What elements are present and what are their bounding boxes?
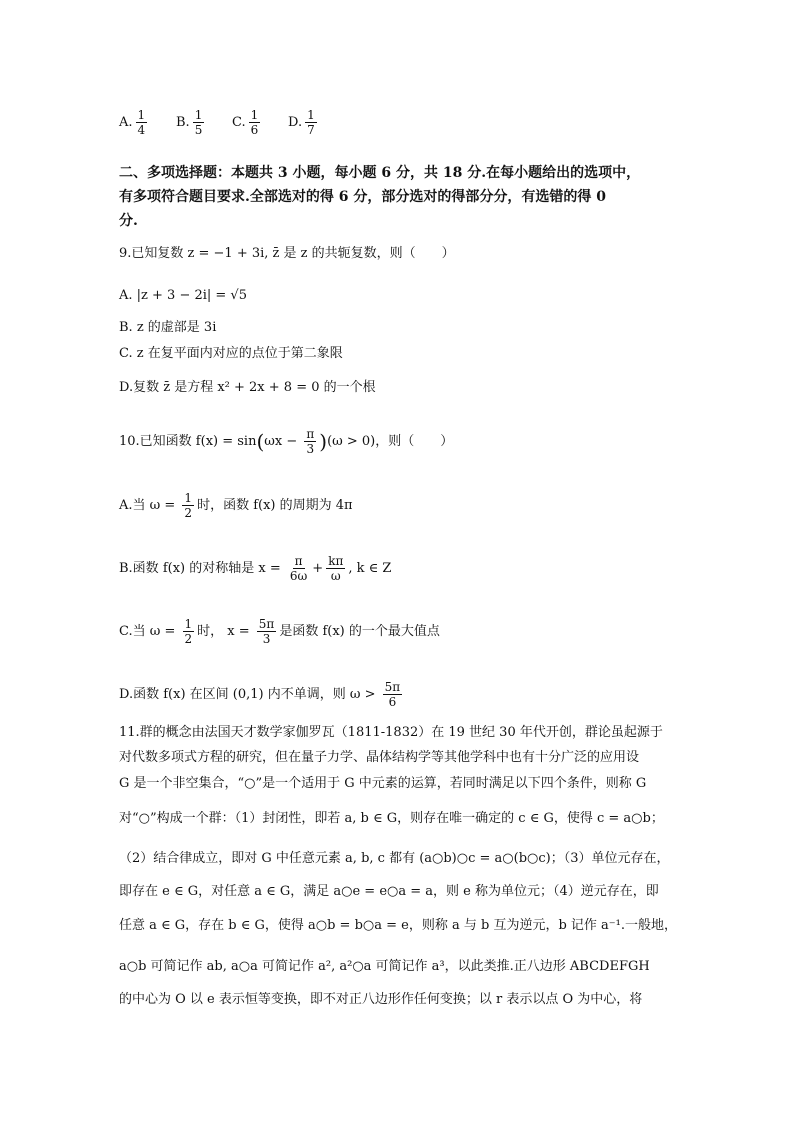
q9-option-a: A. |z + 3 − 2i| = √5 — [119, 288, 247, 303]
q8-option-b: B. $\frac{1}{5}$ — [176, 108, 203, 137]
q11-line-4: 对“○”构成一个群：（1）封闭性，即若 a, b ∈ G，则存在唯一确定的 c ∈ G，使得 c = a○b； — [119, 811, 664, 826]
q9-stem: 9.已知复数 z = −1 + 3i, z̄ 是 z 的共轭复数，则（ ） — [119, 246, 455, 261]
q10-stem: 10.已知函数 f(x) = sin(ωx − $\frac{\pi}{3}$ )(ω > 0)，则（ ） — [119, 427, 454, 456]
q9-option-b: B. z 的虚部是 3i — [119, 320, 217, 335]
q11-line-3: G 是一个非空集合，“○”是一个适用于 G 中元素的运算，若同时满足以下四个条件，则称 G — [119, 776, 647, 791]
q11-line-2: 对代数多项式方程的研究，但在量子力学、晶体结构学等其他学科中也有十分广泛的应用设 — [119, 750, 640, 765]
q8-option-d: D. $\frac{1}{7}$ — [288, 108, 315, 137]
q10-option-c: C.当 ω = $\frac{1}{2}$ 时， x = $\frac{5\pi}{3}$ 是函数 f(x) 的一个最大值点 — [119, 617, 440, 646]
q11-line-7: 任意 a ∈ G，存在 b ∈ G，使得 a○b = b○a = e，则称 a 与 b 互为逆元，b 记作 a⁻¹.一般地， — [119, 918, 677, 933]
fraction: $\frac{1}{5}$ — [194, 108, 203, 137]
q9-option-c: C. z 在复平面内对应的点位于第二象限 — [119, 346, 343, 361]
fraction: $\frac{1}{7}$ — [307, 108, 315, 137]
fraction: $\frac{1}{6}$ — [250, 108, 259, 137]
section-heading-line-3: 分. — [119, 213, 138, 229]
q11-line-1: 11.群的概念由法国天才数学家伽罗瓦（1811-1832）在 19 世纪 30 年代开创，群论虽起源于 — [119, 725, 663, 740]
q8-option-c: C. $\frac{1}{6}$ — [232, 108, 259, 137]
q10-option-a: A.当 ω = $\frac{1}{2}$ 时，函数 f(x) 的周期为 4π — [119, 491, 353, 520]
q10-option-d: D.函数 f(x) 在区间 (0,1) 内不单调，则 ω > $\frac{5\pi}{6}$ — [119, 680, 401, 709]
section-heading-line-1: 二、多项选择题：本题共 3 小题，每小题 6 分，共 18 分.在每小题给出的选项中， — [119, 165, 641, 181]
q11-line-6: 即存在 e ∈ G，对任意 a ∈ G，满足 a○e = e○a = a，则 e 称为单位元；（4）逆元存在，即 — [119, 884, 659, 899]
q11-line-5: （2）结合律成立，即对 G 中任意元素 a, b, c 都有 (a○b)○c = a○(b○c)；（3）单位元存在， — [119, 851, 670, 866]
q11-line-9: 的中心为 O 以 e 表示恒等变换，即不对正八边形作任何变换；以 r 表示以点 O 为中心，将 — [119, 992, 643, 1007]
q9-option-d: D.复数 z̄ 是方程 x² + 2x + 8 = 0 的一个根 — [119, 380, 376, 395]
fraction: $\frac{1}{4}$ — [137, 108, 146, 137]
q10-option-b: B.函数 f(x) 的对称轴是 x = $\frac{\pi}{6\omega}$ + $\frac{k\pi}{\omega}$ , k ∈ Z — [119, 554, 392, 583]
q11-line-8: a○b 可简记作 ab, a○a 可简记作 a², a²○a 可简记作 a³，以此类推.正八边形 ABCDEFGH — [119, 959, 650, 974]
section-heading-line-2: 有多项符合题目要求.全部选对的得 6 分，部分选对的得部分分，有选错的得 0 — [119, 189, 606, 205]
q8-option-a: A. $\frac{1}{4}$ — [119, 108, 146, 137]
